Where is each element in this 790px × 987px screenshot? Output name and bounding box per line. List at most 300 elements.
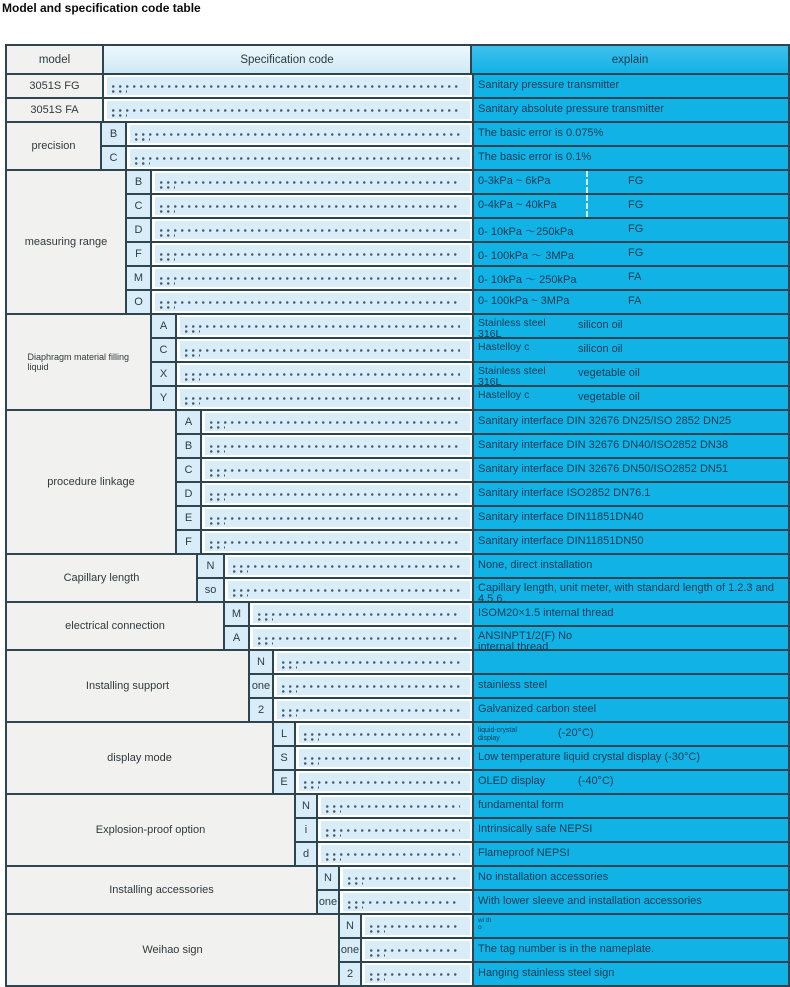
dot-line <box>185 325 460 328</box>
dotted-leader-fill <box>228 557 470 575</box>
code-cell: N <box>250 651 274 673</box>
explain-cell <box>472 123 788 145</box>
explain-cell <box>472 867 788 889</box>
code-cell: S <box>274 747 296 769</box>
code-cell: one <box>318 891 340 913</box>
explain-cell <box>472 75 788 97</box>
section-rows <box>340 915 788 985</box>
explain-cell <box>472 723 788 745</box>
header-model: model <box>7 46 104 73</box>
dot-line <box>160 229 460 232</box>
dot-line <box>304 757 460 760</box>
dotted-leader-fill <box>299 773 470 791</box>
dot-line <box>210 498 225 501</box>
dotted-leader <box>202 483 472 505</box>
explain-text: With lower sleeve and installation accessories <box>478 895 702 907</box>
code-cell: F <box>177 531 202 553</box>
table-row <box>296 795 788 817</box>
explain-tag: FA <box>628 271 642 283</box>
dotted-leader-fill <box>107 77 470 95</box>
table-row <box>177 457 788 481</box>
dot-line <box>160 234 175 237</box>
section-label <box>7 795 296 865</box>
section-rows <box>274 723 788 793</box>
dotted-leader <box>177 387 472 409</box>
explain-cell <box>472 99 788 121</box>
dotted-leader <box>152 171 472 193</box>
dotted-leader-fill <box>155 221 470 239</box>
explain-text: ISOM20×1.5 internal thread <box>478 607 614 619</box>
dotted-leader <box>362 915 472 937</box>
code-cell: C <box>177 459 202 481</box>
table-row <box>340 961 788 985</box>
explain-text: Hanging stainless steel sign <box>478 967 615 979</box>
code-cell: i <box>296 819 318 841</box>
explain-text: The tag number is in the nameplate. <box>478 943 655 955</box>
dot-line <box>210 517 460 520</box>
code-cell: A <box>177 411 202 433</box>
code-cell: N <box>296 795 318 817</box>
explain-text: 0- 100kPa ～ 3MPa <box>478 250 574 262</box>
dotted-leader-fill <box>155 245 470 263</box>
dotted-leader-fill <box>205 437 470 455</box>
table-row <box>127 217 788 241</box>
dot-line <box>370 925 460 928</box>
explain-cell <box>472 603 788 625</box>
dot-line <box>160 186 175 189</box>
explain-cell <box>472 555 788 577</box>
section-label <box>7 123 102 169</box>
section-capillary-length <box>7 553 788 605</box>
explain-text: OLED display <box>478 775 546 787</box>
dotted-leader-fill <box>277 701 470 719</box>
table-row <box>127 289 788 313</box>
explain-text: stainless steel <box>478 679 548 691</box>
explain-text: 0- 10kPa ～250kPa <box>478 226 574 238</box>
dotted-leader <box>274 651 472 673</box>
explain-cell <box>472 891 788 913</box>
dotted-leader <box>318 795 472 817</box>
section-rows <box>296 795 788 865</box>
dot-line <box>210 421 460 424</box>
explain-text: Capillary length, unit meter, with standard length of 1.2.3 and 4.5.6. <box>478 582 774 605</box>
dotted-leader-fill <box>321 845 470 863</box>
explain-tag: (-20°C) <box>558 727 594 739</box>
dot-line <box>370 973 460 976</box>
section-rows <box>318 867 788 913</box>
explain-tag: vegetable oil <box>578 391 640 403</box>
table-body <box>7 73 788 985</box>
model-row <box>7 73 788 97</box>
dot-line <box>233 565 460 568</box>
table-row <box>152 315 788 340</box>
section-label <box>7 867 318 913</box>
dotted-leader <box>177 339 472 361</box>
explain-text: The basic error is 0.075% <box>478 127 604 139</box>
dotted-leader-fill <box>365 965 470 983</box>
dot-line <box>210 450 225 453</box>
dotted-leader-fill <box>253 629 470 647</box>
dot-line <box>326 834 341 837</box>
dot-line <box>304 781 460 784</box>
section-rows <box>250 651 788 721</box>
section-measuring-range <box>7 169 788 313</box>
dotted-leader <box>296 747 472 769</box>
explain-cell <box>472 675 788 697</box>
dot-line <box>210 474 225 477</box>
dotted-leader-fill <box>277 677 470 695</box>
dotted-leader <box>127 147 472 169</box>
section-label <box>7 603 225 649</box>
explain-tag: FA <box>628 295 642 307</box>
explain-text: The basic error is 0.1% <box>478 151 592 163</box>
section-rows <box>127 171 788 313</box>
dotted-leader <box>225 555 472 577</box>
dot-line <box>326 829 460 832</box>
code-cell: C <box>152 339 177 361</box>
explain-text: Sanitary interface DIN 32676 DN50/ISO2852 DN51 <box>478 463 729 475</box>
code-cell: O <box>127 291 152 313</box>
section-label <box>7 171 127 313</box>
dot-line <box>258 613 460 616</box>
dot-line <box>348 906 363 909</box>
dotted-leader <box>152 195 472 217</box>
section-label-text: Weihao sign <box>142 944 203 956</box>
explain-text: liquid-crystal display <box>478 727 517 742</box>
dotted-leader-fill <box>180 365 470 383</box>
table-row <box>250 673 788 697</box>
section-weihao-sign <box>7 913 788 985</box>
dotted-leader-fill <box>155 293 470 311</box>
section-label-text: Installing support <box>85 680 170 692</box>
code-cell: B <box>102 123 127 145</box>
explain-cell <box>472 483 788 505</box>
explain-cell <box>472 147 788 169</box>
explain-text: Stainless steel 316L <box>478 317 546 340</box>
table-row <box>152 385 788 409</box>
table-row <box>198 577 788 605</box>
dotted-leader-fill <box>343 893 470 911</box>
dot-line <box>185 402 200 405</box>
dot-line <box>160 301 460 304</box>
dot-line <box>304 762 319 765</box>
section-label <box>7 315 152 409</box>
dot-line <box>185 397 460 400</box>
dotted-leader-fill <box>299 749 470 767</box>
explain-text: wi th o <box>478 917 492 931</box>
table-row <box>274 745 788 769</box>
dot-line <box>304 738 319 741</box>
dot-line <box>185 373 460 376</box>
section-label <box>7 723 274 793</box>
dot-line <box>160 205 460 208</box>
dotted-leader-fill <box>205 413 470 431</box>
dotted-leader-fill <box>180 389 470 407</box>
code-cell: B <box>177 435 202 457</box>
dotted-leader-fill <box>155 269 470 287</box>
code-cell: 2 <box>340 963 362 985</box>
dotted-leader <box>104 99 472 121</box>
table-row <box>340 915 788 937</box>
dot-line <box>370 978 385 981</box>
code-cell: one <box>250 675 274 697</box>
dot-line <box>135 133 460 136</box>
dotted-leader <box>202 531 472 553</box>
table-row <box>198 555 788 577</box>
section-label <box>7 555 198 601</box>
table-row <box>177 481 788 505</box>
explain-cell <box>472 411 788 433</box>
section-label-text: procedure linkage <box>47 476 135 488</box>
dotted-leader <box>362 939 472 961</box>
explain-text: Sanitary pressure transmitter <box>478 79 620 91</box>
explain-cell <box>472 339 788 361</box>
dotted-leader <box>104 75 472 97</box>
section-display-mode <box>7 721 788 793</box>
dotted-leader <box>274 699 472 721</box>
table-row <box>274 723 788 745</box>
explain-text: 0-4kPa ~ 40kPa <box>478 199 557 211</box>
dotted-leader-fill <box>130 125 470 143</box>
section-procedure-linkage <box>7 409 788 553</box>
table-row <box>177 505 788 529</box>
dotted-leader <box>296 723 472 745</box>
explain-cell <box>472 771 788 793</box>
dot-line <box>326 858 341 861</box>
section-precision <box>7 121 788 169</box>
dot-line <box>370 949 460 952</box>
section-label <box>7 915 340 985</box>
dot-line <box>135 138 150 141</box>
dotted-leader <box>202 435 472 457</box>
section-label-text: measuring range <box>24 236 108 248</box>
dotted-leader <box>318 843 472 865</box>
explain-cell <box>472 435 788 457</box>
explain-text: Flameproof NEPSI <box>478 847 570 859</box>
dotted-leader-fill <box>321 821 470 839</box>
dot-line <box>135 157 460 160</box>
section-diaphragm-material-filling-liquid <box>7 313 788 409</box>
table-row <box>102 123 788 145</box>
dotted-leader <box>202 507 472 529</box>
dot-line <box>304 786 319 789</box>
code-cell: C <box>102 147 127 169</box>
dot-line <box>112 85 460 88</box>
table-row <box>340 937 788 961</box>
dotted-leader <box>152 267 472 289</box>
explain-text: Sanitary absolute pressure transmitter <box>478 103 664 115</box>
dotted-leader-fill <box>253 605 470 623</box>
spec-code-table <box>5 44 790 987</box>
dotted-leader-fill <box>343 869 470 887</box>
explain-text: Galvanized carbon steel <box>478 703 597 715</box>
dot-line <box>348 877 460 880</box>
explain-text: Hastelloy c <box>478 389 530 401</box>
code-cell: N <box>198 555 225 577</box>
explain-cell <box>472 459 788 481</box>
section-rows <box>198 555 788 605</box>
dot-line <box>160 181 460 184</box>
table-row <box>225 625 788 653</box>
explain-text: Sanitary interface ISO2852 DN76.1 <box>478 487 651 499</box>
dotted-leader <box>152 291 472 313</box>
dot-line <box>326 853 460 856</box>
explain-cell <box>472 315 788 340</box>
table-row <box>127 193 788 217</box>
dotted-leader-fill <box>321 797 470 815</box>
table-row <box>152 337 788 361</box>
dot-line <box>185 354 200 357</box>
explain-cell <box>472 915 788 937</box>
code-cell: one <box>340 939 362 961</box>
explain-cell <box>472 243 788 265</box>
explain-text: Sanitary interface DIN 32676 DN25/ISO 2852 DN25 <box>478 415 732 427</box>
code-cell: so <box>198 579 225 601</box>
code-cell: E <box>177 507 202 529</box>
code-cell: X <box>152 363 177 385</box>
dot-line <box>282 709 460 712</box>
dotted-leader-fill <box>205 461 470 479</box>
dotted-leader-fill <box>180 317 470 335</box>
model-cell: 3051S FG <box>7 75 104 97</box>
code-cell: N <box>318 867 340 889</box>
explain-cell <box>472 747 788 769</box>
dotted-leader-fill <box>365 917 470 935</box>
explain-cell <box>472 507 788 529</box>
dotted-leader <box>340 891 472 913</box>
code-cell: D <box>127 219 152 241</box>
code-cell: 2 <box>250 699 274 721</box>
code-cell: C <box>127 195 152 217</box>
dot-line <box>112 90 127 93</box>
table-row <box>318 867 788 889</box>
dot-line <box>160 253 460 256</box>
table-header-row <box>7 46 788 73</box>
explain-text: Sanitary interface DIN11851DN50 <box>478 535 644 547</box>
dot-line <box>282 666 297 669</box>
dot-line <box>233 570 248 573</box>
dotted-leader <box>225 579 472 601</box>
dot-line <box>348 901 460 904</box>
table-row <box>296 817 788 841</box>
section-label <box>7 651 250 721</box>
section-label-text: Explosion-proof option <box>95 824 206 836</box>
section-rows <box>177 411 788 553</box>
dotted-leader <box>177 363 472 385</box>
header-explain: explain <box>470 46 788 73</box>
dotted-leader-fill <box>365 941 470 959</box>
dotted-leader-fill <box>205 509 470 527</box>
explain-cell <box>472 579 788 605</box>
table-row <box>318 889 788 913</box>
dot-line <box>304 733 460 736</box>
section-label-text: Diaphragm material filling liquid <box>27 352 130 372</box>
dotted-leader <box>296 771 472 793</box>
code-cell: B <box>127 171 152 193</box>
table-row <box>152 361 788 388</box>
explain-cell <box>472 651 788 673</box>
table-row <box>250 697 788 721</box>
dot-line <box>160 258 175 261</box>
explain-text: No installation accessories <box>478 871 609 883</box>
section-electrical-connection <box>7 601 788 653</box>
section-rows <box>102 123 788 169</box>
dot-line <box>233 594 248 597</box>
table-row <box>177 411 788 433</box>
dashed-separator <box>586 171 588 193</box>
explain-text: 0- 10kPa ～ 250kPa <box>478 274 577 286</box>
dotted-leader-fill <box>107 101 470 119</box>
code-cell: M <box>225 603 250 625</box>
dotted-leader <box>152 243 472 265</box>
table-row <box>127 171 788 193</box>
section-explosion-proof-option <box>7 793 788 865</box>
explain-text: 0-3kPa ~ 6kPa <box>478 175 551 187</box>
section-rows <box>225 603 788 653</box>
dotted-leader-fill <box>130 149 470 167</box>
explain-tag: FG <box>628 175 644 187</box>
dot-line <box>210 426 225 429</box>
dotted-leader <box>202 411 472 433</box>
dot-line <box>210 541 460 544</box>
model-cell: 3051S FA <box>7 99 104 121</box>
dotted-leader <box>152 219 472 241</box>
dot-line <box>185 378 200 381</box>
dotted-leader <box>250 603 472 625</box>
dashed-separator <box>586 195 588 217</box>
explain-cell <box>472 531 788 553</box>
explain-text: None, direct installation <box>478 559 593 571</box>
dot-line <box>112 114 127 117</box>
table-row <box>177 433 788 457</box>
table-row <box>225 603 788 625</box>
code-cell: A <box>225 627 250 649</box>
dot-line <box>210 522 225 525</box>
section-installing-accessories <box>7 865 788 913</box>
dot-line <box>282 685 460 688</box>
dotted-leader-fill <box>155 173 470 191</box>
dot-line <box>210 469 460 472</box>
explain-tag: FG <box>628 247 644 259</box>
explain-cell <box>472 939 788 961</box>
model-row <box>7 97 788 121</box>
code-cell: N <box>340 915 362 937</box>
explain-tag: vegetable oil <box>578 367 640 379</box>
dot-line <box>185 349 460 352</box>
dotted-leader <box>250 627 472 649</box>
dot-line <box>258 642 273 645</box>
explain-tag: silicon oil <box>578 343 623 355</box>
dotted-leader-fill <box>155 197 470 215</box>
dot-line <box>210 546 225 549</box>
dot-line <box>135 162 150 165</box>
explain-tag: FG <box>628 199 644 211</box>
dot-line <box>282 661 460 664</box>
dot-line <box>370 930 385 933</box>
explain-tag: silicon oil <box>578 319 623 331</box>
table-row <box>250 651 788 673</box>
section-label <box>7 411 177 553</box>
table-row <box>296 841 788 865</box>
dot-line <box>258 637 460 640</box>
explain-cell <box>472 219 788 241</box>
dot-line <box>160 277 460 280</box>
explain-cell <box>472 795 788 817</box>
table-row <box>127 265 788 289</box>
code-cell: D <box>177 483 202 505</box>
section-label-text: Capillary length <box>63 572 140 584</box>
section-installing-support <box>7 649 788 721</box>
